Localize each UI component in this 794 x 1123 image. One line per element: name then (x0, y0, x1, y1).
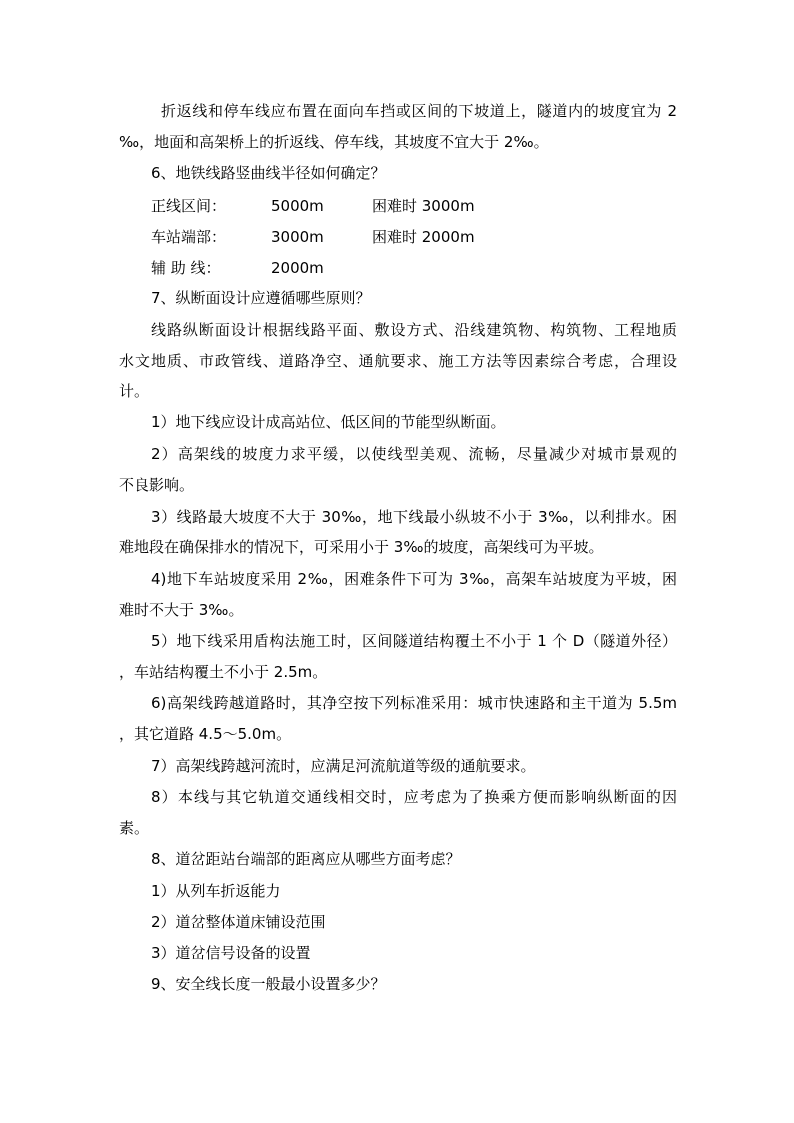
spec-difficult: 困难时 3000m (372, 197, 475, 215)
list-item: 4)地下车站坡度采用 2‰，困难条件下可为 3‰，高架车站坡度为平坡，困 (151, 570, 677, 588)
list-item: 5）地下线采用盾构法施工时，区间隧道结构覆土不小于 1 个 D（隧道外径） (151, 632, 677, 650)
list-item: 难地段在确保排水的情况下，可采用小于 3‰的坡度，高架线可为平坡。 (119, 538, 604, 556)
list-item: ，其它道路 4.5～5.0m。 (119, 725, 292, 743)
question-heading: 8、道岔距站台端部的距离应从哪些方面考虑？ (151, 850, 461, 868)
spec-label: 车站端部： (151, 228, 227, 246)
spec-difficult: 困难时 2000m (372, 228, 475, 246)
paragraph-line: ‰，地面和高架桥上的折返线、停车线，其坡度不宜大于 2‰。 (119, 133, 549, 151)
list-item: 2）高架线的坡度力求平缓，以使线型美观、流畅，尽量减少对城市景观的 (151, 445, 677, 463)
paragraph-line: 折返线和停车线应布置在面向车挡或区间的下坡道上，隧道内的坡度宜为 2 (161, 102, 677, 120)
paragraph-line: 计。 (119, 382, 150, 400)
question-heading: 6、地铁线路竖曲线半径如何确定？ (151, 164, 386, 182)
list-item: 素。 (119, 819, 150, 837)
spec-value: 5000m (271, 197, 324, 215)
paragraph-line: 线路纵断面设计根据线路平面、敷设方式、沿线建筑物、构筑物、工程地质 (151, 321, 677, 339)
list-item: 8）本线与其它轨道交通线相交时，应考虑为了换乘方便而影响纵断面的因 (151, 788, 677, 806)
list-item: 3）线路最大坡度不大于 30‰，地下线最小纵坡不小于 3‰，以利排水。困 (151, 508, 677, 526)
list-item: 3）道岔信号设备的设置 (151, 944, 311, 962)
paragraph-line: 水文地质、市政管线、道路净空、通航要求、施工方法等因素综合考虑，合理设 (119, 352, 677, 370)
spec-label: 正线区间： (151, 197, 227, 215)
question-heading: 9、安全线长度一般最小设置多少？ (151, 975, 386, 993)
list-item: 1）从列车折返能力 (151, 882, 281, 900)
list-item: 6)高架线跨越道路时，其净空按下列标准采用：城市快速路和主干道为 5.5m (151, 694, 677, 712)
spec-label: 辅 助 线： (151, 259, 221, 277)
spec-value: 3000m (271, 228, 324, 246)
list-item: 7）高架线跨越河流时，应满足河流航道等级的通航要求。 (151, 757, 536, 775)
question-heading: 7、纵断面设计应遵循哪些原则？ (151, 289, 371, 307)
list-item: ，车站结构覆土不小于 2.5m。 (119, 663, 328, 681)
list-item: 难时不大于 3‰。 (119, 601, 244, 619)
list-item: 2）道岔整体道床铺设范围 (151, 913, 326, 931)
spec-value: 2000m (271, 259, 324, 277)
list-item: 不良影响。 (119, 476, 195, 494)
list-item: 1）地下线应设计成高站位、低区间的节能型纵断面。 (151, 413, 506, 431)
